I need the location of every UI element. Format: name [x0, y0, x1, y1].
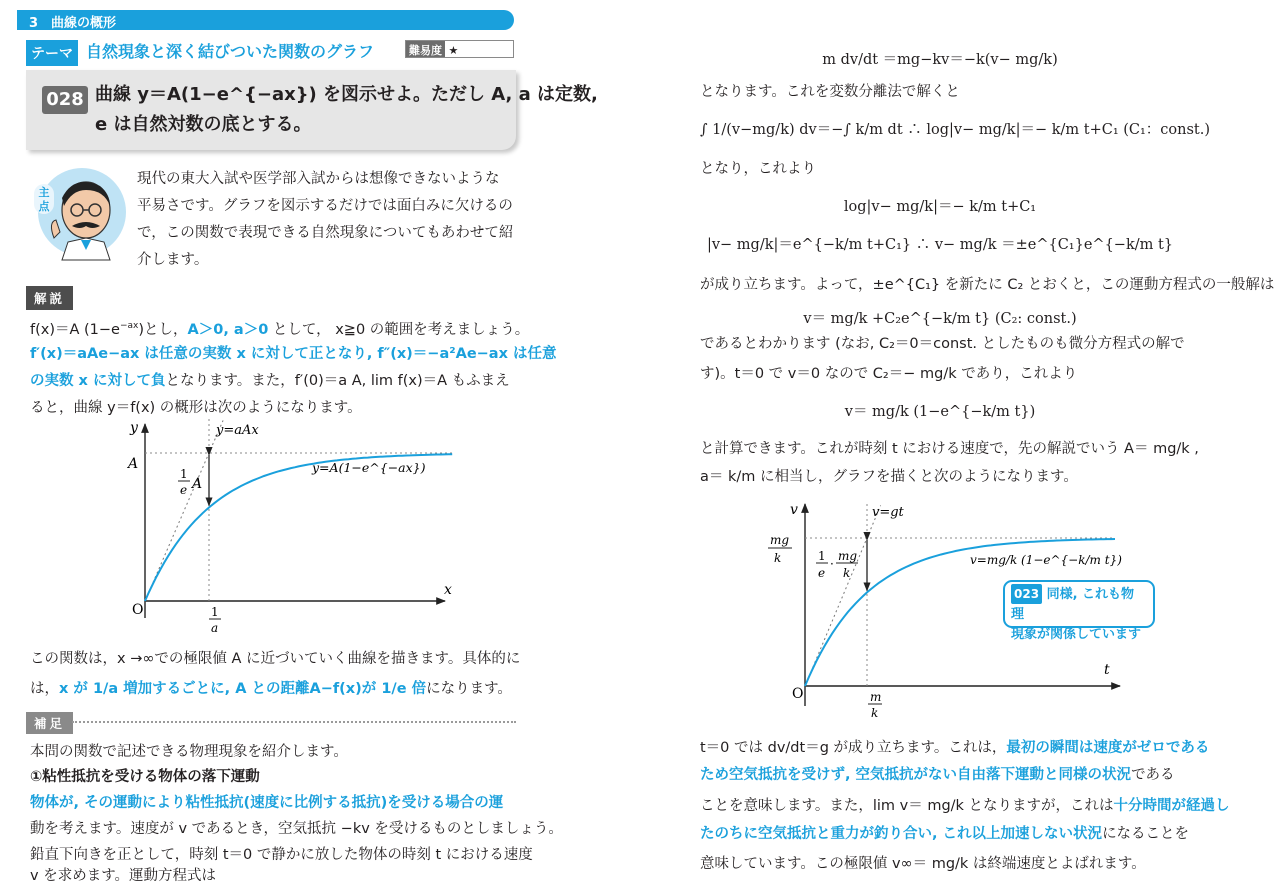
kaisetsu-line-1: f(x)＝A $(1-e^{-ax})$とし，A＞0, a＞0 として， x≧0 の範囲を考えましょう。	[30, 321, 530, 338]
graph1-frac-A: A	[192, 476, 203, 492]
graph2-xtick-num: m	[870, 690, 882, 704]
graph2-mgk-den: k	[774, 551, 782, 565]
hosoku-line: 鉛直下向きを正として，時刻 t＝0 で静かに放した物体の時刻 t における速度	[30, 847, 533, 863]
graph2-curve-label: v=mg/k (1−e^{−k/m t})	[970, 553, 1122, 567]
conclusion-line-1: この関数は，x →∞での極限値 A に近づいていく曲線を描きます。具体的に	[30, 651, 521, 667]
final-line-1: t＝0 では dv/dt＝g が成り立ちます。これは，最初の瞬間は速度がゼロである	[700, 740, 1210, 756]
graph2-mgk-num: mg	[770, 533, 790, 547]
graph1-curve-label: y=A(1−e^{−ax})	[312, 460, 426, 475]
reference-callout	[1003, 580, 1155, 642]
final-line-5: 意味しています。この極限値 v∞＝ mg/k は終端速度とよばれます。	[700, 856, 1146, 872]
problem-line-1: 曲線 y＝A(1−e^{−ax}) を図示せよ。ただし A, a は定数,	[95, 84, 598, 105]
graph2-frac-mg: mg	[838, 549, 858, 563]
intro-line: 現代の東大入試や医学部入試からは想像できないような	[137, 171, 500, 187]
difficulty-label: 難易度	[406, 41, 445, 57]
callout-number: 023	[1011, 584, 1042, 604]
graph2-v-label: v	[790, 502, 798, 518]
hosoku-line: v を求めます。運動方程式は	[30, 868, 217, 884]
right-text-7: a＝ k/m に相当し，グラフを描くと次のようになります。	[700, 469, 1078, 485]
graph2-frac-k: k	[843, 566, 851, 580]
final-line-4: たのちに空気抵抗と重力が釣り合い, これ以上加速しない状況になることを	[700, 826, 1190, 842]
kaisetsu-line-4: ると，曲線 y＝f(x) の概形は次のようになります。	[30, 400, 362, 416]
right-text-1: となります。これを変数分離法で解くと	[700, 84, 960, 100]
graph1-x-label: x	[444, 582, 452, 598]
avatar-label-1: 主	[38, 186, 50, 199]
kaisetsu-label: 解説	[26, 286, 73, 310]
right-text-3: が成り立ちます。よって，±e^{C₁} を新たに C₂ とおくと，この運動方程式の一般解は	[700, 277, 1274, 293]
avatar-label-2: 点	[38, 200, 50, 213]
graph1-tangent-line	[145, 420, 223, 601]
right-text-2: となり，これより	[700, 161, 816, 177]
intro-line: で，この関数で表現できる自然現象についてもあわせて紹	[137, 225, 514, 241]
intro-line: 介します。	[137, 252, 209, 268]
right-text-4: であるとわかります (なお, C₂＝0＝const. としたものも微分方程式の解で	[700, 336, 1185, 352]
equation-motion: m dv/dt ＝mg−kv＝−k(v− mg/k)	[822, 52, 1058, 68]
equation-abs: |v− mg/k|＝e^{−k/m t+C₁} ∴ v− mg/k ＝±e^{C₁}e^{−k/m t}	[706, 237, 1174, 253]
equation-solution: v＝ mg/k (1−e^{−k/m t})	[844, 404, 1036, 420]
graph2-xtick-den: k	[871, 706, 879, 720]
hosoku-divider	[72, 721, 516, 723]
hosoku-line: 本問の関数で記述できる物理現象を紹介します。	[30, 744, 348, 760]
equation-general: v＝ mg/k +C₂e^{−k/m t} (C₂: const.)	[803, 311, 1077, 327]
graph2-tangent-label: v=gt	[872, 505, 904, 520]
graph1-xtick-den: a	[211, 621, 219, 635]
theme-title: 自然現象と深く結びついた関数のグラフ	[86, 42, 375, 61]
graph1-frac-num: 1	[180, 467, 188, 481]
graph2-frac-dot: ·	[830, 557, 834, 571]
problem-text	[95, 80, 598, 140]
callout-line-2: 現象が関係しています	[1011, 627, 1142, 642]
right-text-5: す)。t＝0 で v＝0 なので C₂＝− mg/k であり，これより	[700, 366, 1078, 382]
difficulty-box	[405, 40, 514, 58]
hosoku-line: 動を考えます。速度が v であるとき，空気抵抗 −kv を受けるものとしましょう。	[30, 821, 563, 837]
kaisetsu-line-2: f′(x)＝aAe−ax は任意の実数 x に対して正となり, f″(x)＝−a²Ae−ax は任意	[30, 346, 557, 362]
problem-number: 028	[42, 86, 88, 114]
graph2-frac-e: e	[818, 566, 826, 580]
difficulty-stars: ★	[448, 44, 459, 57]
graph2-tangent-line	[805, 505, 881, 686]
graph1-frac-den: e	[180, 483, 188, 497]
equation-separation: ∫ 1/(v−mg/k) dv＝−∫ k/m dt ∴ log|v− mg/k|＝− k/m t+C₁ (C₁：const.)	[700, 122, 1211, 138]
graph1-y-label: y	[130, 420, 138, 436]
callout-line-1: 同様, これも物理	[1011, 587, 1135, 622]
graph2-frac-1: 1	[818, 549, 826, 563]
graph1-A-label: A	[128, 456, 139, 472]
intro-text	[137, 166, 513, 274]
equation-log: log|v− mg/k|＝− k/m t+C₁	[843, 199, 1037, 215]
final-line-3: ことを意味します。また，lim v＝ mg/k となりますが，これは十分時間が経過し	[700, 798, 1230, 814]
graph2-origin: O	[792, 686, 804, 702]
chapter-bar: 3 曲線の概形	[17, 10, 514, 30]
theme-tag: テーマ	[26, 40, 78, 66]
graph1-tangent-label: y=aAx	[216, 423, 259, 438]
hosoku-label: 補足	[26, 712, 73, 734]
graph1-origin: O	[132, 602, 144, 618]
conclusion-line-2: は，x が 1/a 増加するごとに, A との距離A−f(x)が 1/e 倍になります。	[30, 681, 512, 697]
kaisetsu-line-3: の実数 x に対して負となります。また，f′(0)＝a A, lim f(x)＝A もふまえ	[30, 373, 510, 389]
graph1-xtick-num: 1	[211, 605, 219, 619]
hosoku-subtitle: ①粘性抵抗を受ける物体の落下運動	[30, 769, 260, 785]
graph2-t-label: t	[1104, 662, 1110, 678]
teacher-avatar	[34, 160, 126, 260]
final-line-2: ため空気抵抗を受けず, 空気抵抗がない自由落下運動と同様の状況である	[700, 767, 1175, 783]
hosoku-line: 物体が, その運動により粘性抵抗(速度に比例する抵抗)を受ける場合の運	[30, 795, 504, 811]
right-text-6: と計算できます。これが時刻 t における速度で，先の解説でいう A＝ mg/k ,	[700, 441, 1199, 457]
intro-line: 平易さです。グラフを図示するだけでは面白みに欠けるの	[137, 198, 513, 214]
graph-1	[100, 418, 470, 635]
problem-line-2: e は自然対数の底とする。	[95, 114, 312, 135]
